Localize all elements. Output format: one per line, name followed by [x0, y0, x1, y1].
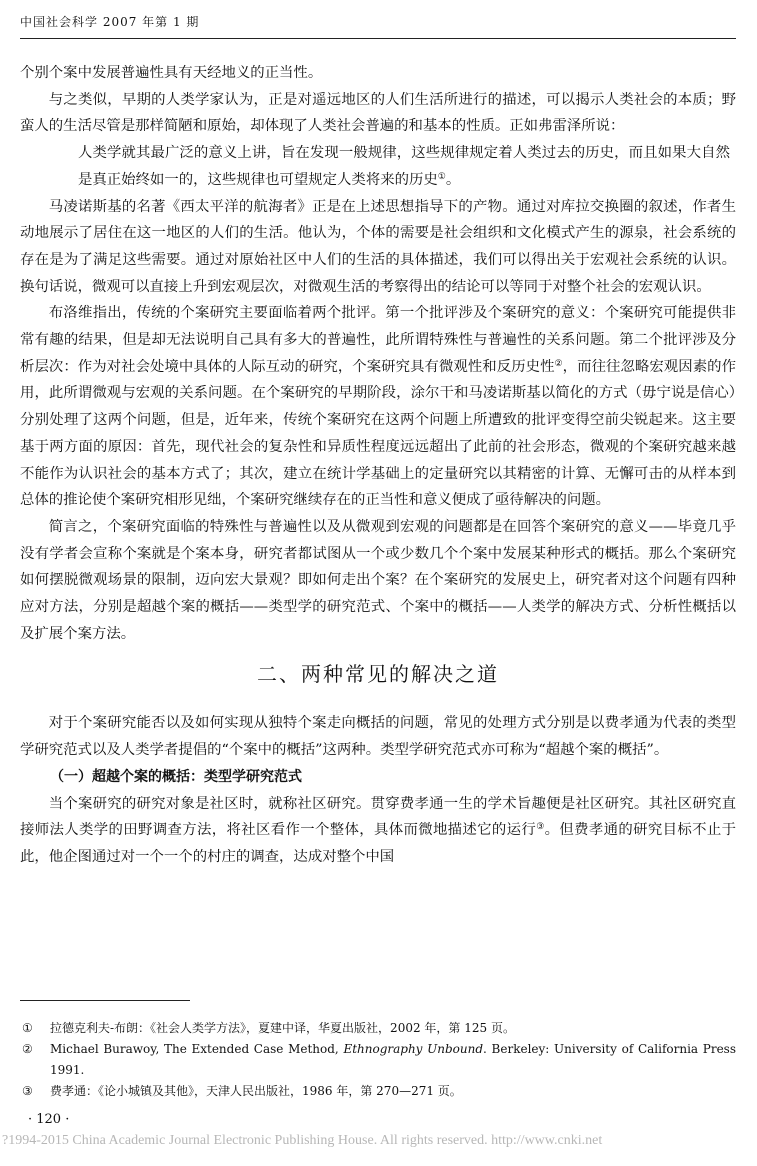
- subsection-heading: （一）超越个案的概括：类型学研究范式: [50, 768, 302, 785]
- footnote-ref[interactable]: ③: [536, 822, 545, 833]
- footnote: [20, 1018, 736, 1039]
- paragraph-text: 。但费孝通的研究目标不止于此，他企图通过对一个一个的村庄的调查，达成对整个中国: [20, 822, 736, 865]
- paragraph: 简言之，个案研究面临的特殊性与普遍性以及从微观到宏观的问题都是在回答个案研究的意义——毕竟几乎没有学者会宣称个案就是个案本身，研究者都试图从一个或少数几个个案中发展某种形式的概括。那么个案研究如何摆脱微观场景的限制，迈向宏大景观？即如何走出个案？在个案研究的发展史上，研究者对这个问题有四种应对方法，分别是超越个案的概括——类型学的研究范式、个案中的概括——人类学的解决方式、分析性概括以及扩展个案方法。: [20, 518, 736, 642]
- copyright-watermark: ?1994-2015 China Academic Journal Electronic Publishing House. All rights reserved. http://www.cnki.net: [2, 1133, 603, 1148]
- footnote-number: ③: [22, 1084, 33, 1098]
- footnote-text: 费孝通：《论小城镇及其他》，天津人民出版社，1986 年，第 270—271 页。: [50, 1084, 462, 1098]
- footnote-text-part: Michael Burawoy, The Extended Case Method,: [50, 1042, 344, 1056]
- footnote-number: ①: [22, 1021, 33, 1035]
- footnotes: [20, 1018, 736, 1102]
- footnote-text: 拉德克利夫-布朗：《社会人类学方法》，夏建中译，华夏出版社，2002 年，第 125 页。: [50, 1021, 515, 1035]
- footnote-text-part: . Berkeley: University of California Press 1991.: [50, 1042, 736, 1077]
- running-header: 中国社会科学 2007 年第 1 期: [20, 13, 736, 39]
- page-number: · 120 ·: [28, 1112, 70, 1127]
- quote-text: 人类学就其最广泛的意义上讲，旨在发现一般规律，这些规律规定着人类过去的历史，而且如果大自然是真正始终如一的，这些规律也可望规定人类将来的历史: [78, 145, 730, 188]
- main-text: [20, 60, 736, 871]
- footnote-ref[interactable]: ①: [437, 171, 446, 182]
- footnote: [20, 1081, 736, 1102]
- paragraph: 个别个案中发展普遍性具有天经地义的正当性。: [20, 65, 323, 81]
- footnote-text: [50, 1039, 736, 1081]
- block-quote: [20, 140, 736, 193]
- footnote: [20, 1039, 736, 1081]
- paragraph-text: ，而往往忽略宏观因素的作用，此所谓微观与宏观的关系问题。在个案研究的早期阶段，涂尔干和马凌诺斯基以简化的方式（毋宁说是信心）分别处理了这两个问题，但是，近年来，传统个案研究在这两个问题上所遭致的批评变得空前尖锐起来。这主要基于两方面的原因：首先，现代社会的复杂性和异质性程度远远超出了此前的社会形态，微观的个案研究越来越不能作为认识社会的基本方式了；其次，建立在统计学基础上的定量研究以其精密的计算、无懈可击的从样本到总体的推论使个案研究相形见绌，个案研究继续存在的正当性和意义便成了亟待解决的问题。: [20, 358, 736, 509]
- paragraph: 马凌诺斯基的名著《西太平洋的航海者》正是在上述思想指导下的产物。通过对库拉交换圈的叙述，作者生动地展示了居住在这一地区的人们的生活。他认为，个体的需要是社会组织和文化模式产生的源泉，社会系统的存在是为了满足这些需要。通过对原始社区中人们的生活的具体描述，我们可以得出关于宏观社会系统的认识。换句话说，微观可以直接上升到宏观层次，对微观生活的考察得出的结论可以等同于对整个社会的宏观认识。: [20, 198, 736, 295]
- paragraph: 对于个案研究能否以及如何实现从独特个案走向概括的问题，常见的处理方式分别是以费孝通为代表的类型学研究范式以及人类学者提倡的“个案中的概括”这两种。类型学研究范式亦可称为“超越个案的概括”。: [20, 715, 736, 759]
- section-title: 二、两种常见的解决之道: [257, 662, 499, 687]
- paragraph-text: 当个案研究的研究对象是社区时，就称社区研究。贯穿费孝通一生的学术旨趣便是社区研究。其社区研究直接师法人类学的田野调查方法，将社区看作一个整体，具体而微地描述它的运行: [20, 795, 736, 839]
- footnote-rule: [20, 1000, 190, 1001]
- paragraph: [20, 791, 736, 871]
- paragraph-text: 布洛维指出，传统的个案研究主要面临着两个批评。第一个批评涉及个案研究的意义：个案研究可能提供非常有趣的结果，但是却无法说明自己具有多大的普遍性，此所谓特殊性与普遍性的关系问题。第二个批评涉及分析层次：作为对社会处境中具体的人际互动的研究，个案研究具有微观性和反历史性: [20, 305, 736, 375]
- quote-end: 。: [445, 171, 461, 188]
- footnote-ref[interactable]: ②: [554, 358, 563, 369]
- paragraph: 与之类似，早期的人类学家认为，正是对遥远地区的人们生活所进行的描述，可以揭示人类社会的本质；野蛮人的生活尽管是那样简陋和原始，却体现了人类社会普遍的和基本的性质。正如弗雷泽所说：: [20, 91, 736, 135]
- paragraph: [20, 300, 736, 514]
- footnote-number: ②: [22, 1042, 33, 1056]
- book-title: Ethnography Unbound: [343, 1042, 484, 1056]
